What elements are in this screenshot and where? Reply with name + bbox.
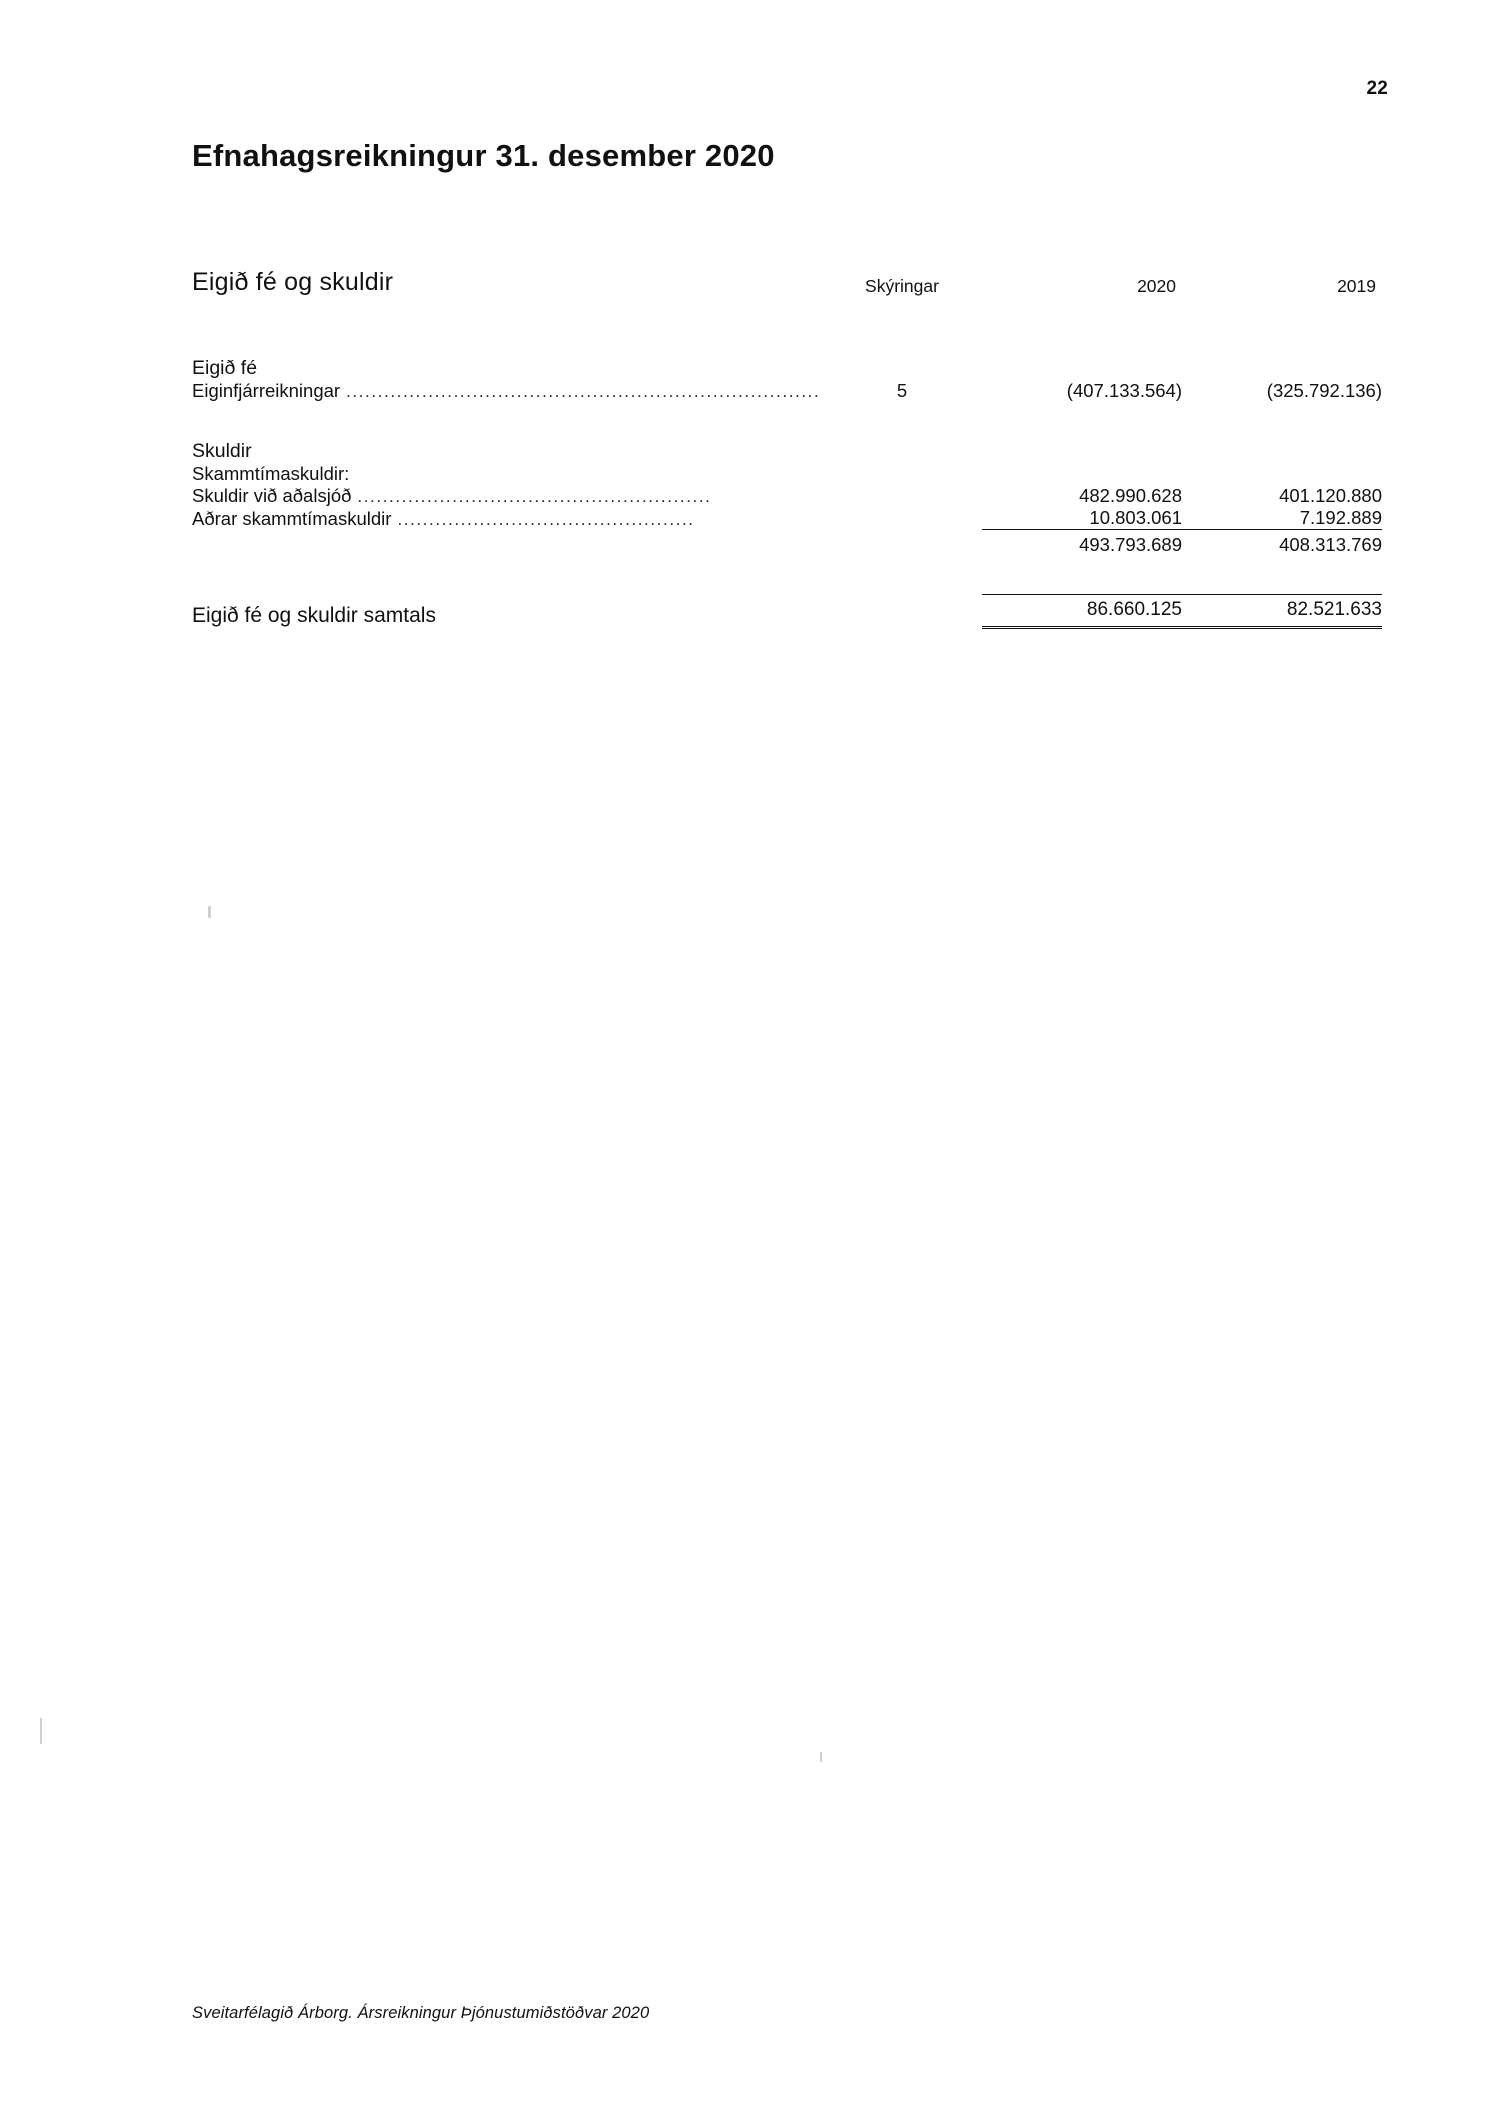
table-header-notes: Skýringar bbox=[865, 276, 939, 296]
scan-artifact bbox=[208, 906, 211, 918]
page-title: Efnahagsreikningur 31. desember 2020 bbox=[192, 138, 775, 173]
spacer bbox=[192, 402, 1382, 440]
row-label: Skuldir við aðalsjóð bbox=[192, 485, 352, 506]
table-header-year-current: 2020 bbox=[1137, 276, 1176, 296]
subsection-heading-current-liabilities: Skammtímaskuldir: bbox=[192, 463, 350, 484]
row-note bbox=[822, 485, 982, 507]
leader-dots: ........................................................ bbox=[357, 487, 712, 506]
row-value-2019: 401.120.880 bbox=[1279, 485, 1382, 506]
subtotal-value-2019: 408.313.769 bbox=[1182, 530, 1382, 557]
grand-total-label: Eigið fé og skuldir samtals bbox=[192, 603, 436, 627]
page-footer: Sveitarfélagið Árborg. Ársreikningur Þjónustumiðstöðvar 2020 bbox=[192, 2004, 650, 2022]
table-row bbox=[192, 485, 1382, 507]
page-number: 22 bbox=[1366, 78, 1388, 99]
leader-dots: ............................................... bbox=[397, 509, 695, 529]
section-heading-liabilities: Skuldir bbox=[192, 440, 252, 462]
grand-total-note bbox=[822, 595, 982, 628]
spacer bbox=[192, 556, 1382, 595]
subtotal-row bbox=[192, 530, 1382, 557]
row-label: Eiginfjárreikningar bbox=[192, 380, 341, 401]
row-value-2019: 7.192.889 bbox=[1299, 507, 1382, 528]
section-heading-equity: Eigið fé bbox=[192, 357, 258, 379]
balance-sheet-table bbox=[192, 268, 1382, 629]
table-header-row bbox=[192, 268, 1382, 297]
row-note bbox=[822, 507, 982, 530]
grand-total-2020: 86.660.125 bbox=[982, 595, 1182, 628]
subtotal-value-2020: 493.793.689 bbox=[982, 530, 1182, 557]
subtotal-label bbox=[192, 530, 822, 557]
table-header-year-previous: 2019 bbox=[1337, 276, 1376, 296]
row-label: Aðrar skammtímaskuldir bbox=[192, 507, 392, 529]
row-value-2020: 482.990.628 bbox=[1079, 485, 1182, 506]
scan-artifact bbox=[40, 1718, 42, 1744]
row-label-cell bbox=[192, 507, 822, 530]
section-heading-row bbox=[192, 440, 1382, 463]
spacer bbox=[192, 297, 1382, 357]
row-value-2020: 10.803.061 bbox=[1089, 507, 1182, 528]
row-label-cell bbox=[192, 485, 822, 507]
table-row bbox=[192, 380, 1382, 402]
scan-artifact bbox=[820, 1752, 822, 1762]
section-heading-row bbox=[192, 357, 1382, 380]
row-value-2020: (407.133.564) bbox=[1066, 380, 1182, 401]
row-value-2019: (325.792.136) bbox=[1266, 380, 1382, 401]
leader-dots: ........................................................................... bbox=[346, 382, 821, 401]
subsection-heading-row bbox=[192, 463, 1382, 485]
grand-total-2019: 82.521.633 bbox=[1182, 595, 1382, 628]
subtotal-note bbox=[822, 530, 982, 557]
grand-total-row bbox=[192, 595, 1382, 628]
table-header-section: Eigið fé og skuldir bbox=[192, 268, 394, 296]
table-row bbox=[192, 507, 1382, 530]
row-label-cell bbox=[192, 380, 822, 402]
row-note: 5 bbox=[896, 380, 908, 401]
